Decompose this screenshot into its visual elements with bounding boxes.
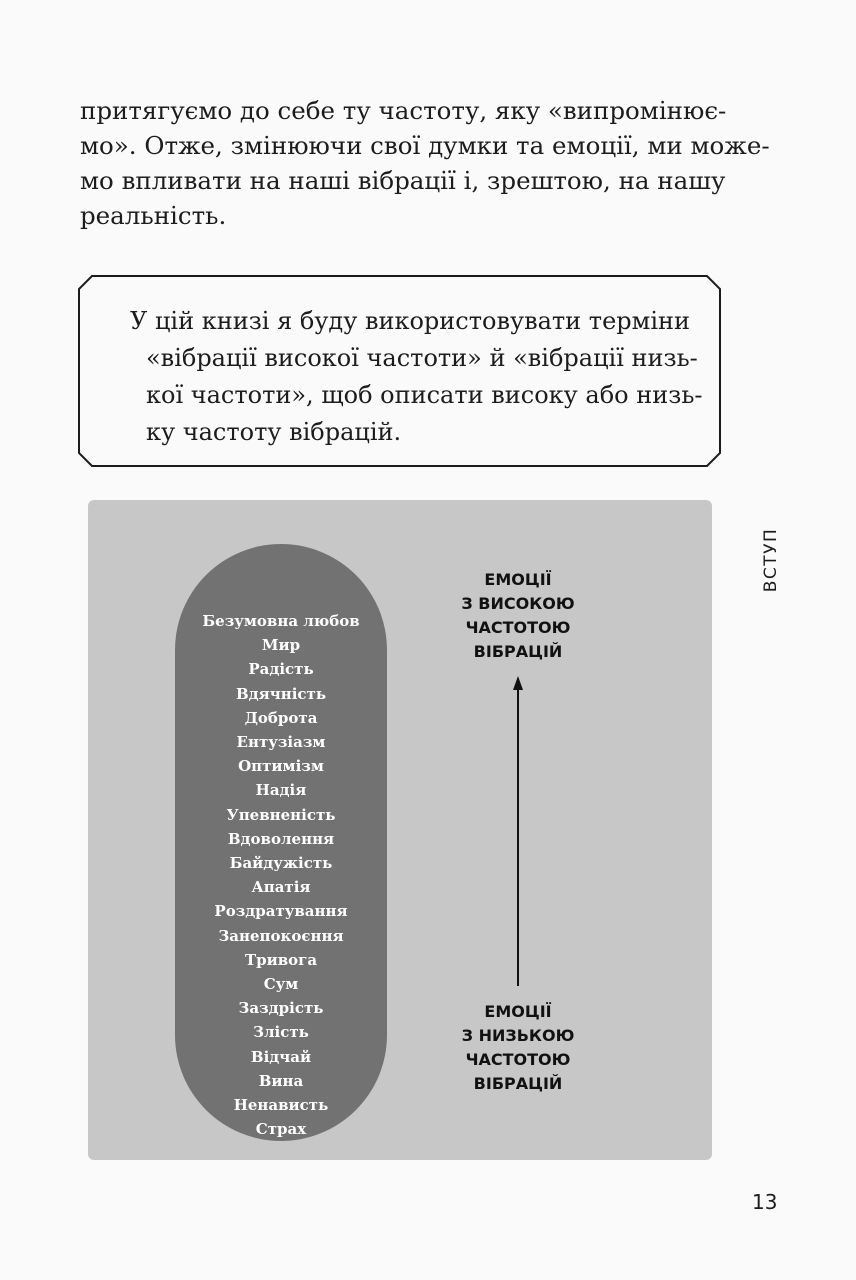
emotion-item: Доброта	[244, 708, 318, 727]
emotion-item: Вдоволення	[227, 829, 335, 848]
callout-line: ку частоту вібрацій.	[146, 418, 402, 446]
low-label-line: ВІБРАЦІЙ	[473, 1074, 563, 1093]
emotion-item: Ентузіазм	[236, 733, 326, 752]
paragraph-line: мо впливати на наші вібрації і, зрештою, на нашу	[80, 166, 726, 195]
low-label-line: ЕМОЦІЇ	[484, 1002, 552, 1021]
emotion-item: Радість	[248, 660, 314, 679]
high-label-line: З ВИСОКОЮ	[461, 594, 575, 613]
emotion-item: Вдячність	[235, 684, 327, 703]
emotion-item: Безумовна любов	[202, 612, 360, 630]
emotion-item: Злість	[253, 1023, 309, 1042]
emotion-item: Оптимізм	[238, 757, 324, 776]
emotion-item: Занепокоєння	[218, 926, 344, 945]
paragraph-line: мо». Отже, змінюючи свої думки та емоції, ми може-	[80, 131, 770, 160]
high-label-line: ЧАСТОТОЮ	[465, 618, 571, 637]
callout-text	[130, 303, 703, 451]
intro-paragraph	[80, 93, 770, 233]
callout-line: У цій книзі я буду використовувати терміни	[130, 307, 690, 335]
emotion-scale-figure	[88, 500, 712, 1160]
callout-line: «вібрації високої частоти» й «вібрації низь-	[146, 344, 698, 372]
section-side-label-text: ВСТУП	[761, 527, 781, 593]
arrow-up-icon	[510, 676, 526, 986]
emotion-item: Байдужість	[229, 854, 333, 873]
emotion-pill	[175, 544, 387, 1141]
high-label-line: ЕМОЦІЇ	[484, 570, 552, 589]
emotion-item: Вина	[258, 1071, 304, 1090]
emotion-item: Тривога	[244, 950, 318, 969]
emotion-item: Ненависть	[233, 1096, 329, 1115]
low-label-line: З НИЗЬКОЮ	[461, 1026, 575, 1045]
emotion-item: Апатія	[251, 878, 311, 897]
emotion-item: Мир	[261, 636, 301, 655]
emotion-item: Відчай	[250, 1047, 312, 1066]
low-label-line: ЧАСТОТОЮ	[465, 1050, 571, 1069]
page-number: 13	[752, 1190, 778, 1214]
paragraph-line: реальність.	[80, 201, 227, 230]
emotion-item: Страх	[255, 1120, 307, 1139]
section-side-label	[756, 520, 786, 600]
emotion-item: Заздрість	[238, 999, 324, 1018]
emotion-item: Роздратування	[214, 902, 348, 921]
high-label-line: ВІБРАЦІЙ	[473, 642, 563, 661]
paragraph-line: притягуємо до себе ту частоту, яку «випромінює-	[80, 96, 727, 125]
low-frequency-label	[453, 1000, 583, 1096]
callout-line: кої частоти», щоб описати високу або низь-	[146, 381, 703, 409]
emotion-item: Сум	[263, 975, 299, 994]
high-frequency-label	[453, 568, 583, 664]
callout-box	[78, 275, 721, 467]
emotion-item: Упевненість	[226, 805, 336, 824]
emotion-item: Надія	[255, 781, 307, 800]
emotion-list	[175, 609, 387, 1141]
